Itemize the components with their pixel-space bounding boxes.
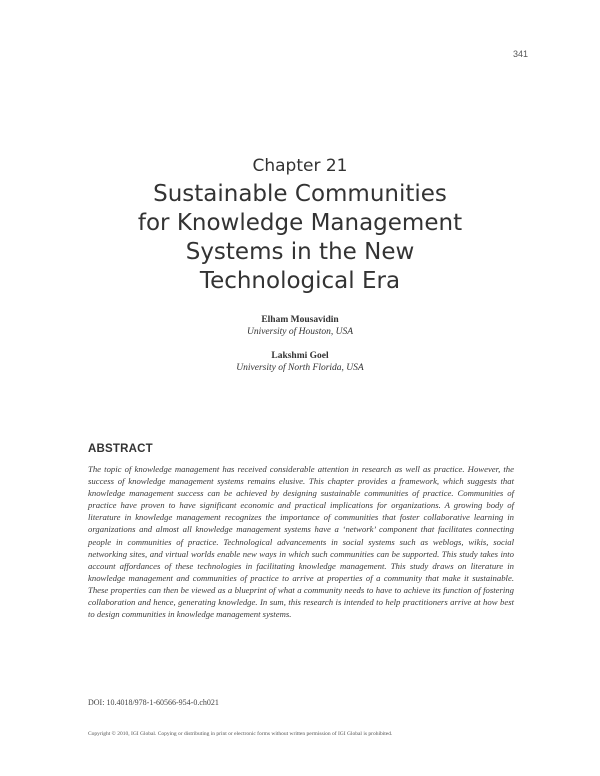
author-block	[0, 350, 600, 374]
author-affiliation: University of Houston, USA	[246, 327, 354, 337]
chapter-title-line: for Knowledge Management	[137, 210, 463, 236]
chapter-label: Chapter 21	[252, 156, 348, 176]
abstract-heading: ABSTRACT	[88, 443, 153, 455]
copyright-notice: Copyright © 2010, IGI Global. Copying or distributing in print or electronic forms without written permission of IGI Global is prohibited.	[88, 731, 393, 737]
chapter-title-line: Technological Era	[199, 268, 401, 294]
author-block	[0, 314, 600, 338]
chapter-title-line: Systems in the New	[185, 239, 415, 265]
author-name: Elham Mousavidin	[261, 315, 339, 325]
author-affiliation: University of North Florida, USA	[236, 363, 364, 373]
chapter-title-line: Sustainable Communities	[153, 181, 447, 207]
doi: DOI: 10.4018/978-1-60566-954-0.ch021	[88, 698, 219, 707]
chapter-title	[0, 180, 600, 296]
author-name: Lakshmi Goel	[271, 351, 329, 361]
abstract-text: The topic of knowledge management has received considerable attention in research as well as practice. However, the success of knowledge management systems remains elusive. This chapter provides a framework, which suggests that knowledge management success can be achieved by designing sustainable communities of practice. Communities of practice have proven to have significant economic and practical implications for organizations. A growing body of literature in knowledge management recognizes the importance of communities that foster collaborative learning in organizations and almost all knowledge management systems have a ‘network’ component that facilitates connecting people in communities of practice. Technological advancements in social systems such as weblogs, wikis, social networking sites, and virtual worlds enable new ways in which such communities can be supported. This study takes into account affordances of these technologies in facilitating knowledge management. This study draws on literature in knowledge management and communities of practice to arrive at properties of a community that make it sustainable. These properties can then be viewed as a blueprint of what a community needs to have to achieve its function of fostering collaboration and hence, generating knowledge. In sum, this research is intended to help practitioners arrive at how best to design communities in knowledge management systems.	[88, 464, 514, 620]
page-number: 341	[512, 49, 528, 59]
